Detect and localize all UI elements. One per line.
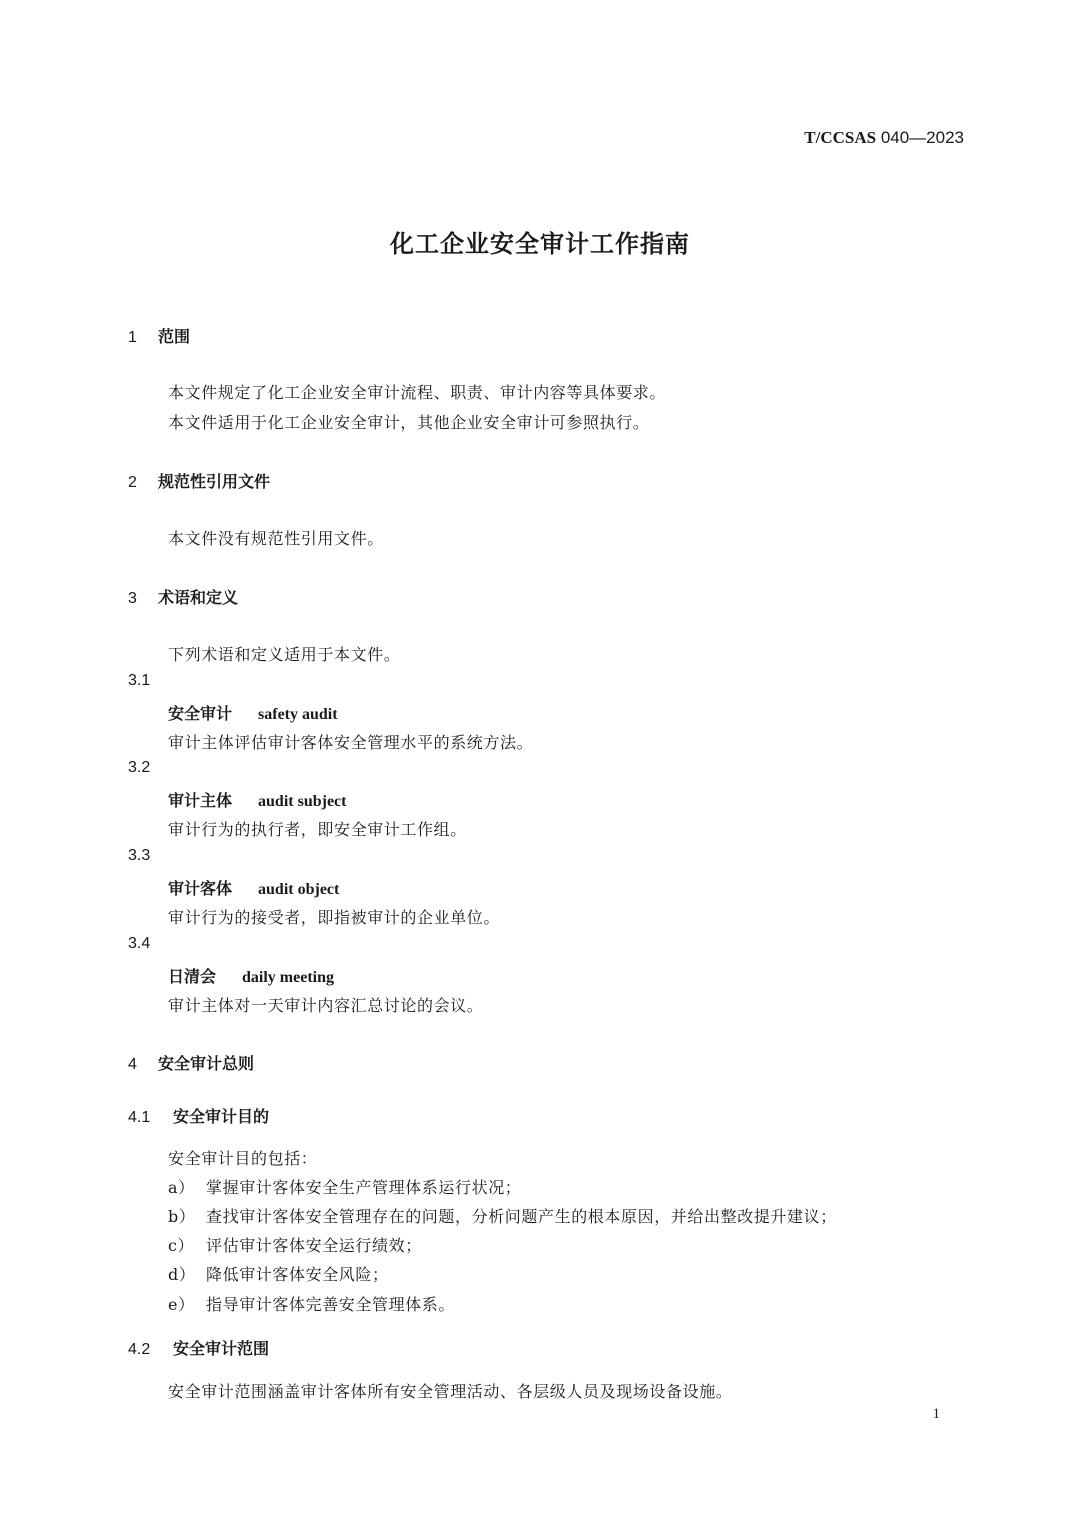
page-number: 1	[932, 1406, 940, 1422]
term-entry	[168, 964, 334, 987]
term-definition: 审计主体评估审计客体安全管理水平的系统方法。	[168, 733, 534, 752]
subsection-4-1-heading	[128, 1104, 269, 1127]
paragraph: 安全审计范围涵盖审计客体所有安全管理活动、各层级人员及现场设备设施。	[168, 1382, 733, 1401]
list-text: 查找审计客体安全管理存在的问题，分析问题产生的根本原因，并给出整改提升建议；	[206, 1207, 837, 1226]
paragraph: 本文件适用于化工企业安全审计，其他企业安全审计可参照执行。	[168, 413, 650, 432]
list-item	[168, 1175, 521, 1198]
section-2-heading	[128, 469, 270, 492]
standard-code	[804, 128, 964, 148]
paragraph: 安全审计目的包括：	[168, 1149, 318, 1168]
term-entry	[168, 876, 339, 899]
list-marker: d）	[168, 1265, 196, 1284]
term-en: audit object	[258, 881, 340, 898]
section-title: 安全审计总则	[158, 1054, 255, 1073]
term-zh: 日清会	[168, 967, 217, 986]
term-number: 3.1	[128, 672, 151, 689]
term-en: daily meeting	[242, 969, 335, 986]
document-title: 化工企业安全审计工作指南	[390, 230, 690, 258]
section-title: 范围	[158, 327, 191, 346]
term-en: audit subject	[258, 793, 347, 810]
standard-prefix: T/CCSAS	[804, 128, 877, 147]
list-marker: c）	[168, 1236, 195, 1255]
section-number: 1	[128, 329, 137, 346]
list-text: 掌握审计客体安全生产管理体系运行状况；	[206, 1178, 522, 1197]
section-4-heading	[128, 1051, 254, 1074]
term-entry	[168, 788, 346, 811]
section-title: 术语和定义	[158, 588, 239, 607]
section-number: 4	[128, 1056, 137, 1073]
list-item	[168, 1262, 389, 1285]
term-number: 3.2	[128, 759, 151, 776]
term-zh: 审计主体	[168, 791, 233, 810]
paragraph: 下列术语和定义适用于本文件。	[168, 645, 401, 664]
term-zh: 审计客体	[168, 879, 233, 898]
term-number: 3.3	[128, 847, 151, 864]
list-text: 降低审计客体安全风险；	[206, 1265, 389, 1284]
section-title: 规范性引用文件	[158, 472, 271, 491]
standard-number: 040—2023	[880, 128, 964, 147]
section-number: 3	[128, 590, 137, 607]
term-zh: 安全审计	[168, 704, 233, 723]
list-marker: e）	[168, 1295, 195, 1314]
term-entry	[168, 701, 338, 724]
list-text: 指导审计客体完善安全管理体系。	[206, 1295, 456, 1314]
term-definition: 审计行为的执行者，即安全审计工作组。	[168, 820, 467, 839]
subsection-title: 安全审计范围	[173, 1339, 270, 1358]
term-definition: 审计主体对一天审计内容汇总讨论的会议。	[168, 996, 484, 1015]
section-1-heading	[128, 324, 190, 347]
subsection-title: 安全审计目的	[173, 1107, 270, 1126]
list-item	[168, 1204, 837, 1227]
section-number: 2	[128, 474, 137, 491]
list-marker: b）	[168, 1207, 196, 1226]
paragraph: 本文件规定了化工企业安全审计流程、职责、审计内容等具体要求。	[168, 383, 667, 402]
list-item	[168, 1292, 455, 1315]
paragraph: 本文件没有规范性引用文件。	[168, 529, 384, 548]
list-item	[168, 1233, 422, 1256]
section-3-heading	[128, 585, 238, 608]
subsection-4-2-heading	[128, 1336, 269, 1359]
term-number: 3.4	[128, 935, 151, 952]
list-marker: a）	[168, 1178, 195, 1197]
subsection-number: 4.2	[128, 1341, 151, 1358]
term-en: safety audit	[258, 706, 338, 723]
subsection-number: 4.1	[128, 1109, 151, 1126]
list-text: 评估审计客体安全运行绩效；	[206, 1236, 422, 1255]
term-definition: 审计行为的接受者，即指被审计的企业单位。	[168, 908, 501, 927]
